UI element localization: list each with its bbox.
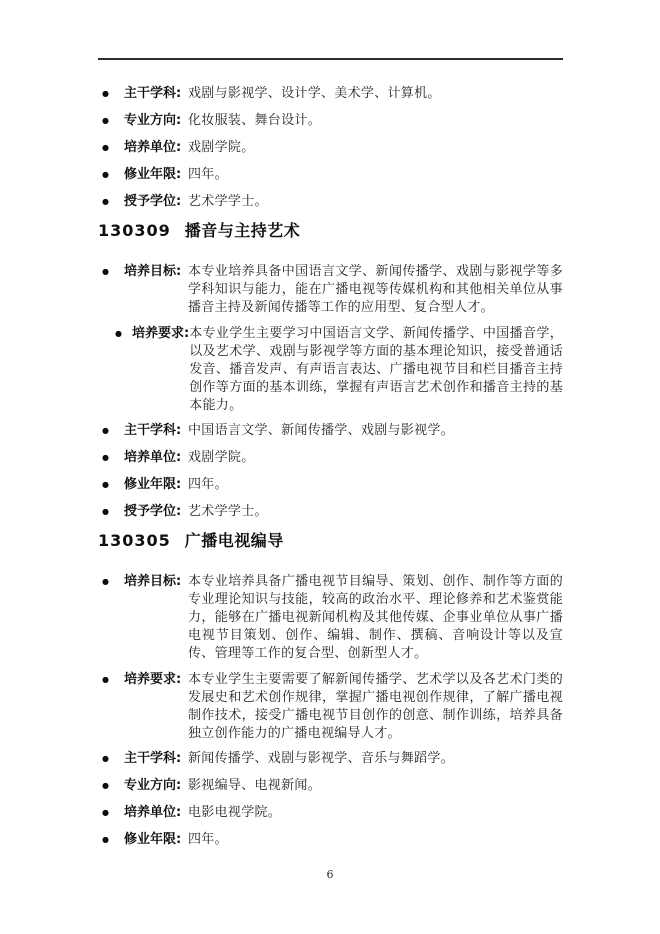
item-label: 培养目标: [124, 574, 182, 589]
bullet-icon: ● [102, 781, 109, 790]
list-item [98, 140, 563, 155]
item-value: 艺术学学士。 [188, 504, 268, 519]
item-label: 修业年限: [124, 832, 182, 847]
bullet-icon: ● [102, 197, 109, 206]
item-label: 培养目标: [124, 264, 182, 279]
list-item [98, 477, 563, 492]
item-value: 本专业学生主要学习中国语言文学、新闻传播学、中国播音学，以及艺术学、戏剧与影视学等方面的基本理论知识，接受普通话发音、播音发声、有声语言表达、广播电视节目和栏目播音主持创作等方面的基本训练，掌握有声语言艺术创作和播音主持的基本能力。 [189, 326, 563, 413]
section-heading [98, 221, 563, 241]
major-section [98, 86, 563, 209]
list-item [98, 751, 563, 766]
item-list [98, 573, 563, 847]
list-item [98, 167, 563, 182]
bullet-icon: ● [102, 675, 109, 684]
bullet-icon: ● [102, 507, 109, 516]
major-section [98, 221, 563, 519]
bullet-icon: ● [102, 453, 109, 462]
item-label: 培养要求: [132, 326, 190, 341]
item-label: 授予学位: [124, 194, 182, 209]
item-value: 电影电视学院。 [188, 805, 282, 820]
item-label: 主干学科: [124, 423, 182, 438]
bullet-icon: ● [115, 329, 122, 338]
item-label: 主干学科: [124, 751, 182, 766]
item-label: 主干学科: [124, 86, 182, 101]
item-label: 修业年限: [124, 477, 182, 492]
page-number: 6 [326, 868, 334, 881]
list-item [98, 113, 563, 128]
bullet-icon: ● [102, 170, 109, 179]
item-list [98, 86, 563, 209]
list-item [98, 86, 563, 101]
bullet-icon: ● [102, 116, 109, 125]
item-value: 本专业培养具备广播电视节目编导、策划、创作、制作等方面的专业理论知识与技能，较高的政治水平、理论修养和艺术鉴赏能力，能够在广播电视新闻机构及其他传媒、企事业单位从事广播电视节目策划、创作、编辑、制作、撰稿、音响设计等以及宣传、管理等工作的复合型、创新型人才。 [188, 574, 563, 661]
list-item [98, 194, 563, 209]
bullet-icon: ● [102, 577, 109, 586]
bullet-icon: ● [102, 754, 109, 763]
item-label: 培养单位: [124, 140, 182, 155]
item-label: 培养单位: [124, 805, 182, 820]
list-item [98, 450, 563, 465]
bullet-icon: ● [102, 89, 109, 98]
item-value: 戏剧学院。 [188, 450, 255, 465]
item-label: 专业方向: [124, 113, 182, 128]
item-value: 四年。 [188, 477, 228, 492]
item-label: 培养单位: [124, 450, 182, 465]
section-heading [98, 531, 563, 551]
item-label: 培养要求: [124, 672, 182, 687]
major-title: 广播电视编导 [184, 531, 284, 550]
list-item [98, 423, 563, 438]
item-value: 本专业学生主要需要了解新闻传播学、艺术学以及各艺术门类的发展史和艺术创作规律，掌握广播电视创作规律，了解广播电视制作技术，接受广播电视节目创作的创意、制作训练，培养具备独立创作能力的广播电视编导人才。 [188, 672, 563, 741]
bullet-icon: ● [102, 480, 109, 489]
list-item [98, 325, 563, 415]
major-code: 130309 [98, 221, 171, 240]
item-value: 四年。 [188, 832, 228, 847]
item-value: 戏剧学院。 [188, 140, 255, 155]
item-label: 专业方向: [124, 778, 182, 793]
item-value: 戏剧与影视学、设计学、美术学、计算机。 [188, 86, 441, 101]
item-list [98, 263, 563, 519]
item-value: 新闻传播学、戏剧与影视学、音乐与舞蹈学。 [188, 751, 455, 766]
bullet-icon: ● [102, 267, 109, 276]
header-rule [98, 58, 563, 60]
list-item [98, 805, 563, 820]
item-label: 授予学位: [124, 504, 182, 519]
bullet-icon: ● [102, 143, 109, 152]
item-label: 修业年限: [124, 167, 182, 182]
major-code: 130305 [98, 531, 171, 550]
list-item [98, 504, 563, 519]
bullet-icon: ● [102, 835, 109, 844]
item-value: 化妆服装、舞台设计。 [188, 113, 322, 128]
list-item [98, 263, 563, 317]
item-value: 中国语言文学、新闻传播学、戏剧与影视学。 [188, 423, 455, 438]
list-item [98, 671, 563, 743]
document-content [98, 86, 563, 859]
list-item [98, 573, 563, 663]
bullet-icon: ● [102, 808, 109, 817]
list-item [98, 778, 563, 793]
major-section [98, 531, 563, 847]
bullet-icon: ● [102, 426, 109, 435]
list-item [98, 832, 563, 847]
item-value: 四年。 [188, 167, 228, 182]
major-title: 播音与主持艺术 [184, 221, 301, 240]
item-value: 艺术学学士。 [188, 194, 268, 209]
item-value: 影视编导、电视新闻。 [188, 778, 322, 793]
item-value: 本专业培养具备中国语言文学、新闻传播学、戏剧与影视学等多学科知识与能力，能在广播电视等传媒机构和其他相关单位从事播音主持及新闻传播等工作的应用型、复合型人才。 [188, 264, 563, 315]
